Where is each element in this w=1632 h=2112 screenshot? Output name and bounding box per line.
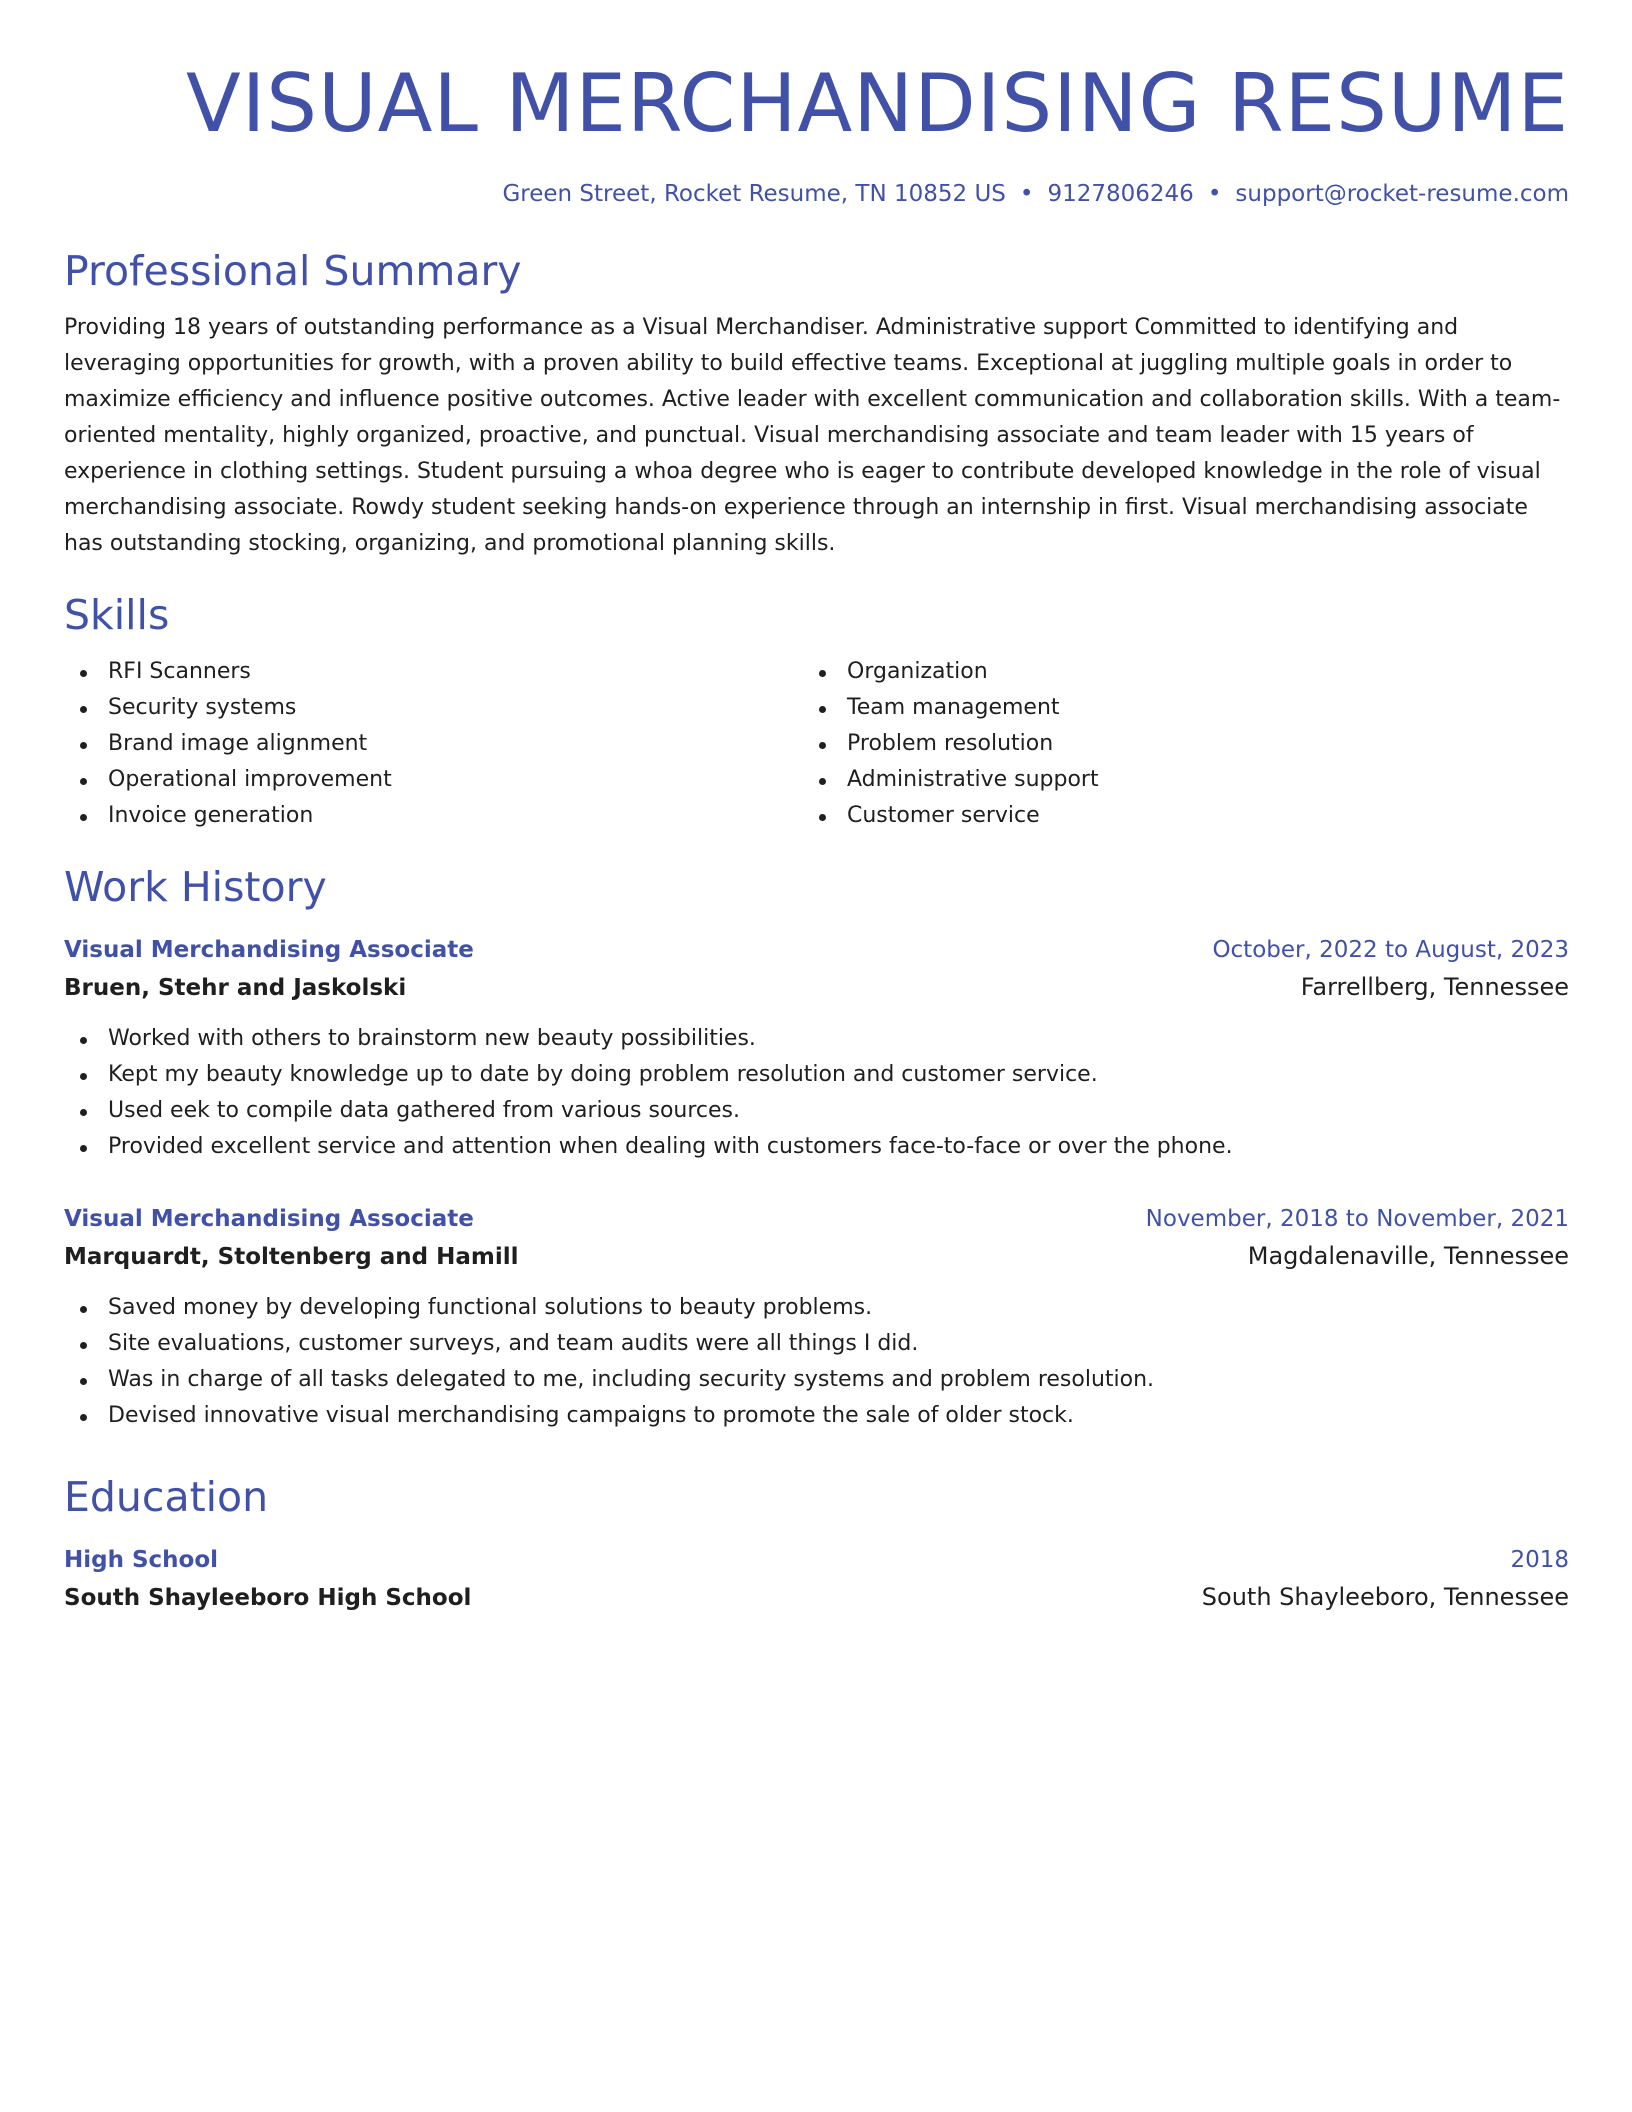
job-bullet: Kept my beauty knowledge up to date by doing problem resolution and customer service. — [64, 1057, 1569, 1093]
job-header-row — [64, 1201, 1569, 1237]
job-bullet: Was in charge of all tasks delegated to me, including security systems and problem resolution. — [64, 1362, 1569, 1398]
education-section — [64, 1470, 1569, 1617]
summary-heading: Professional Summary — [64, 247, 522, 295]
job-dates: October, 2022 to August, 2023 — [1212, 937, 1569, 963]
skills-list-left — [64, 654, 803, 834]
skills-heading: Skills — [64, 591, 170, 639]
resume-title: VISUAL MERCHANDISING RESUME — [185, 57, 1569, 150]
education-location: South Shayleeboro, Tennessee — [1201, 1583, 1569, 1611]
job-bullet: Devised innovative visual merchandising campaigns to promote the sale of older stock. — [64, 1398, 1569, 1434]
job-title: Visual Merchandising Associate — [64, 937, 474, 963]
job-bullet: Used eek to compile data gathered from various sources. — [64, 1093, 1569, 1129]
skill-item: Organization — [803, 654, 1542, 690]
job-title: Visual Merchandising Associate — [64, 1206, 474, 1232]
education-heading: Education — [64, 1473, 269, 1521]
skill-item: Customer service — [803, 798, 1542, 834]
work-history-section — [64, 860, 1569, 1434]
skill-item: Security systems — [64, 690, 803, 726]
education-school-row — [64, 1578, 1569, 1617]
skills-list-right — [803, 654, 1542, 834]
skill-item: Problem resolution — [803, 726, 1542, 762]
summary-section — [64, 244, 1569, 562]
skill-item: RFI Scanners — [64, 654, 803, 690]
contact-email[interactable]: support@rocket-resume.com — [1235, 181, 1569, 207]
job-bullet: Provided excellent service and attention when dealing with customers face-to-face or over the phone. — [64, 1129, 1569, 1165]
job-company-row — [64, 968, 1569, 1007]
job-location: Magdalenaville, Tennessee — [1247, 1242, 1569, 1270]
contact-separator: • — [1207, 181, 1222, 207]
skill-item: Brand image alignment — [64, 726, 803, 762]
job-company: Bruen, Stehr and Jaskolski — [64, 975, 407, 1001]
skill-item: Team management — [803, 690, 1542, 726]
job-company: Marquardt, Stoltenberg and Hamill — [64, 1244, 519, 1270]
contact-separator: • — [1019, 181, 1034, 207]
education-school: South Shayleeboro High School — [64, 1585, 472, 1611]
job-bullets — [64, 1021, 1569, 1165]
contact-phone: 9127806246 — [1047, 181, 1194, 207]
skill-item: Invoice generation — [64, 798, 803, 834]
summary-text: Providing 18 years of outstanding performance as a Visual Merchandiser. Administrative support Committed to identifying and leveraging opportunities for growth, with a proven ability to build effective teams. Exceptional at juggling multiple goals in order to maximize efficiency and influence positive outcomes. Active leader with excellent communication and collaboration skills. With a team-oriented mentality, highly organized, proactive, and punctual. Visual merchandising associate and team leader with 15 years of experience in clothing settings. Student pursuing a whoa degree who is eager to contribute developed knowledge in the role of visual merchandising associate. Rowdy student seeking hands-on experience through an internship in first. Visual merchandising associate has outstanding stocking, organizing, and promotional planning skills. — [64, 315, 1561, 556]
education-year: 2018 — [1510, 1547, 1569, 1573]
skills-columns — [64, 654, 1569, 834]
resume-header — [64, 0, 1569, 210]
education-entry — [64, 1542, 1569, 1617]
contact-line — [64, 178, 1569, 210]
job-company-row — [64, 1237, 1569, 1276]
job-bullet: Saved money by developing functional solutions to beauty problems. — [64, 1290, 1569, 1326]
skill-item: Administrative support — [803, 762, 1542, 798]
job-header-row — [64, 932, 1569, 968]
contact-address: Green Street, Rocket Resume, TN 10852 US — [502, 181, 1006, 207]
work-history-heading: Work History — [64, 863, 327, 911]
skills-section — [64, 588, 1569, 834]
job-bullets — [64, 1290, 1569, 1434]
job-location: Farrellberg, Tennessee — [1300, 973, 1569, 1001]
job-dates: November, 2018 to November, 2021 — [1145, 1206, 1569, 1232]
job-bullet: Worked with others to brainstorm new beauty possibilities. — [64, 1021, 1569, 1057]
education-header-row — [64, 1542, 1569, 1578]
job-entry — [64, 932, 1569, 1165]
job-entry — [64, 1201, 1569, 1434]
skill-item: Operational improvement — [64, 762, 803, 798]
education-degree: High School — [64, 1547, 219, 1573]
job-bullet: Site evaluations, customer surveys, and team audits were all things I did. — [64, 1326, 1569, 1362]
